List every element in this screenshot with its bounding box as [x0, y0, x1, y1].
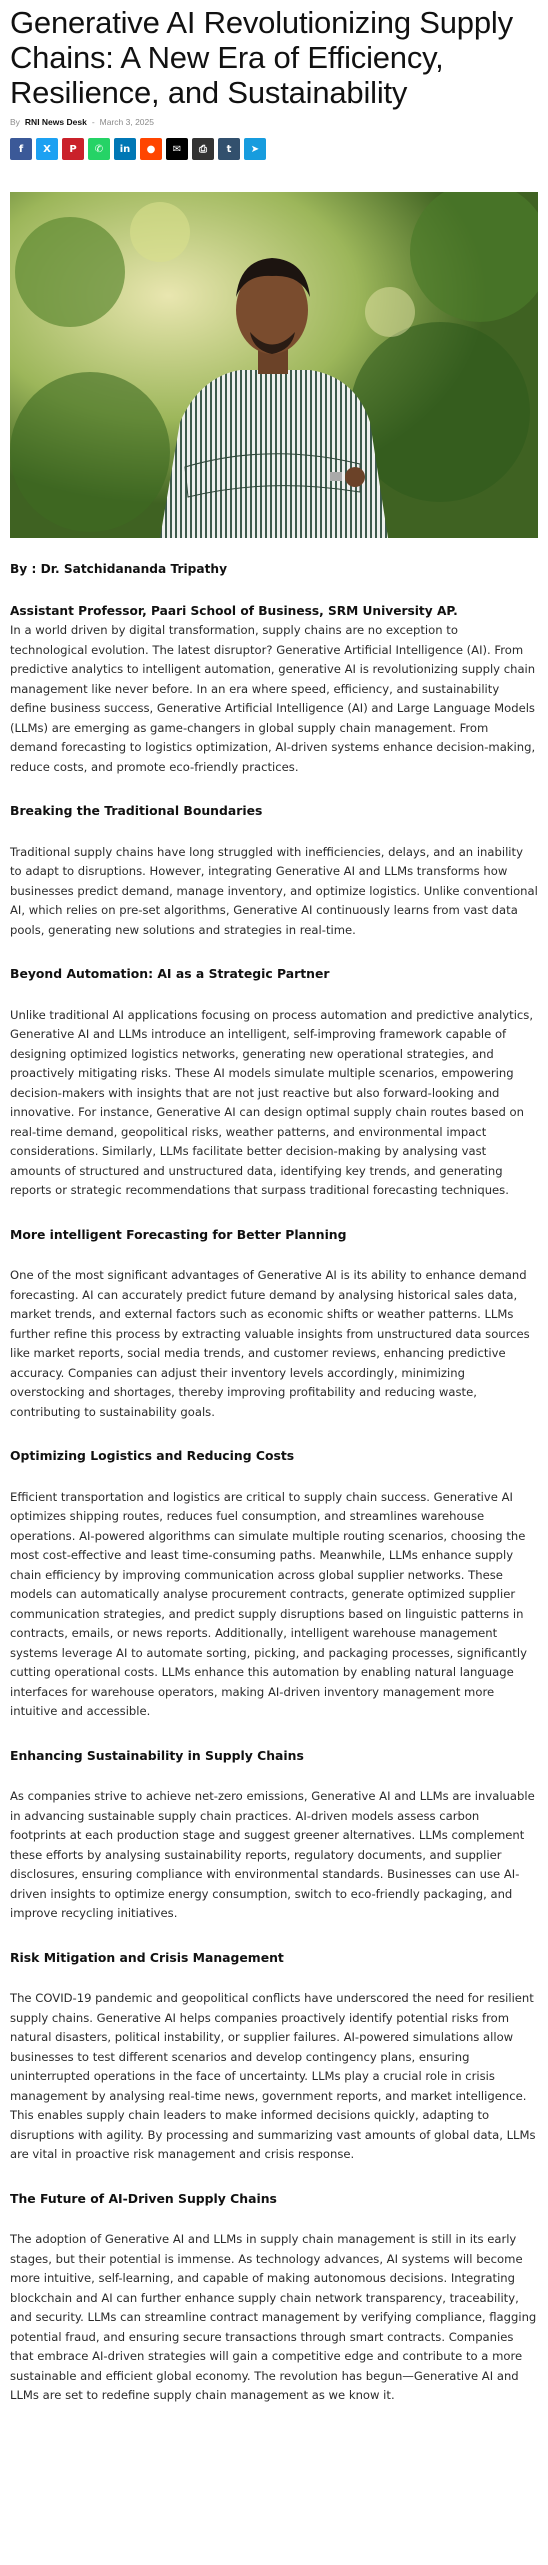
article-body [10, 560, 538, 2406]
print-share-button[interactable] [192, 138, 214, 160]
email-share-button[interactable] [166, 138, 188, 160]
whatsapp-icon: ✆ [94, 143, 104, 155]
section-paragraph: Traditional supply chains have long struggled with inefficiencies, delays, and an inability to adapt to disruptions. However, integrating Generative AI and LLMs transforms how businesses predict demand, manage inventory, and optimize logistics. Unlike conventional AI, which relies on pre-set algorithms, Generative AI continuously learns from vast data pools, generating new solutions and strategies in real-time. [10, 844, 538, 937]
print-icon: ⎙ [199, 143, 207, 155]
share-buttons [10, 138, 538, 160]
tumblr-share-button[interactable] [218, 138, 240, 160]
section-heading: More intelligent Forecasting for Better Planning [10, 1226, 347, 1242]
pinterest-icon: P [69, 143, 77, 155]
tumblr-icon: t [226, 143, 232, 155]
section-paragraph: One of the most significant advantages of Generative AI is its ability to enhance demand forecasting. AI can accurately predict future demand by analysing historical sales data, market trends, and external factors such as economic shifts or weather patterns. LLMs further refine this process by extracting valuable insights from unstructured data sources like market reports, social media trends, and customer reviews, enhancing predictive accuracy. Companies can adjust their inventory levels accordingly, minimizing overstocking and shortages, thereby improving profitability and reducing waste, contributing to sustainability goals. [10, 1268, 530, 1419]
facebook-share-button[interactable] [10, 138, 32, 160]
intro-paragraph: In a world driven by digital transformation, supply chains are no exception to technological evolution. The latest disruptor? Generative Artificial Intelligence (AI). From predictive analytics to intelligent automation, generative AI is revolutionizing supply chain management like never before. In an era where speed, efficiency, and sustainability define business success, Generative Artificial Intelligence (AI) and Large Language Models (LLMs) are emerging as game-changers in global supply chain management. From demand forecasting to logistics optimization, AI-driven systems enhance decision-making, reduce costs, and promote eco-friendly practices. [10, 623, 536, 774]
x-twitter-share-button[interactable] [36, 138, 58, 160]
linkedin-icon: in [119, 143, 131, 155]
article-title: Generative AI Revolutionizing Supply Chains: A New Era of Efficiency, Resilience, and Sustainability [10, 5, 513, 110]
article [0, 5, 548, 2406]
byline: By : Dr. Satchidananda Tripathy [10, 562, 228, 576]
article-meta [10, 117, 538, 127]
author-link[interactable]: RNI News Desk [24, 117, 87, 127]
x-twitter-icon: X [43, 143, 51, 155]
facebook-icon: f [18, 143, 24, 155]
linkedin-share-button[interactable] [114, 138, 136, 160]
telegram-icon: ➤ [250, 143, 260, 155]
section-heading: Optimizing Logistics and Reducing Costs [10, 1448, 295, 1463]
section-heading: Enhancing Sustainability in Supply Chains [10, 1747, 304, 1763]
author-affiliation: Assistant Professor, Paari School of Business, SRM University AP. [10, 603, 458, 618]
whatsapp-share-button[interactable] [88, 138, 110, 160]
author-photo [10, 192, 538, 538]
section-heading: Breaking the Traditional Boundaries [10, 803, 263, 818]
section-heading: The Future of AI-Driven Supply Chains [10, 2190, 277, 2206]
publish-date: March 3, 2025 [99, 117, 154, 127]
reddit-icon: ● [146, 143, 156, 155]
article-sections [10, 801, 538, 2406]
section-paragraph: Efficient transportation and logistics are critical to supply chain success. Generative AI optimizes shipping routes, reduces fuel consumption, and streamlines warehouse operations. AI-powered algorithms can simulate multiple routing scenarios, choosing the most cost-effective and least time-consuming paths. Meanwhile, LLMs enhance supply chain efficiency by improving communication across global supplier networks. These models can automatically analyse procurement contracts, generate optimized supplier communication strategies, and predict supply disruptions based on linguistic patterns in contracts, emails, or news reports. Additionally, intelligent warehouse management systems leverage AI to automate sorting, picking, and packaging processes, significantly cutting operational costs. LLMs enhance this automation by enabling natural language interfaces for warehouse operators, making AI-driven inventory management more intuitive and accessible. [10, 1489, 527, 1718]
meta-separator: - [91, 117, 95, 127]
section-paragraph: The COVID-19 pandemic and geopolitical conflicts have underscored the need for resilient supply chains. Generative AI helps companies proactively identify potential risks from natural disasters, political instability, or supplier failures. AI-powered simulations allow businesses to test different scenarios and develop contingency plans, ensuring uninterrupted operations in the face of uncertainty. LLMs play a crucial role in crisis management by analysing real-time news, government reports, and market intelligence. This enables supply chain leaders to make informed decisions quickly, adapting to disruptions with agility. By processing and summarizing vast amounts of global data, LLMs are vital in proactive risk management and crisis response. [10, 1991, 536, 2161]
telegram-share-button[interactable] [244, 138, 266, 160]
email-icon: ✉ [172, 143, 182, 155]
pinterest-share-button[interactable] [62, 138, 84, 160]
author-photo-illustration [10, 192, 538, 538]
section-paragraph: Unlike traditional AI applications focusing on process automation and predictive analytics, Generative AI and LLMs introduce an intelligent, self-improving framework capable of designing optimized logistics networks, generating new operational strategies, and proactively mitigating risks. These AI models simulate multiple scenarios, empowering decision-makers with insights that are not just reactive but also forward-looking and innovative. For instance, Generative AI can design optimal supply chain routes based on real-time demand, geopolitical risks, weather patterns, and environmental impact considerations. Similarly, LLMs facilitate better decision-making by analysing vast amounts of structured and unstructured data, identifying key trends, and generating reports or strategic recommendations that surpass traditional forecasting techniques. [10, 1007, 534, 1197]
section-paragraph: As companies strive to achieve net-zero emissions, Generative AI and LLMs are invaluable in advancing sustainable supply chain practices. AI-driven models assess carbon footprints at each production stage and suggest greener alternatives. LLMs complement these efforts by analysing sustainability reports, regulatory documents, and supplier disclosures, ensuring compliance with environmental standards. Businesses can use AI-driven insights to optimize energy consumption, switch to eco-friendly packaging, and improve recycling initiatives. [10, 1789, 535, 1920]
meta-by-prefix: By [10, 117, 20, 127]
section-heading: Beyond Automation: AI as a Strategic Partner [10, 966, 330, 981]
reddit-share-button[interactable] [140, 138, 162, 160]
section-paragraph: The adoption of Generative AI and LLMs in supply chain management is still in its early stages, but their potential is immense. As technology advances, AI systems will become more intuitive, self-learning, and capable of making autonomous decisions. Integrating blockchain and AI can further enhance supply chain network transparency, traceability, and security. LLMs can streamline contract management by verifying compliance, flagging potential fraud, and ensuring secure transactions through smart contracts. Companies that embrace AI-driven strategies will gain a competitive edge and contribute to a more sustainable and efficient global economy. The revolution has begun—Generative AI and LLMs are set to redefine supply chain management as we know it. [10, 2232, 537, 2402]
section-heading: Risk Mitigation and Crisis Management [10, 1949, 284, 1965]
